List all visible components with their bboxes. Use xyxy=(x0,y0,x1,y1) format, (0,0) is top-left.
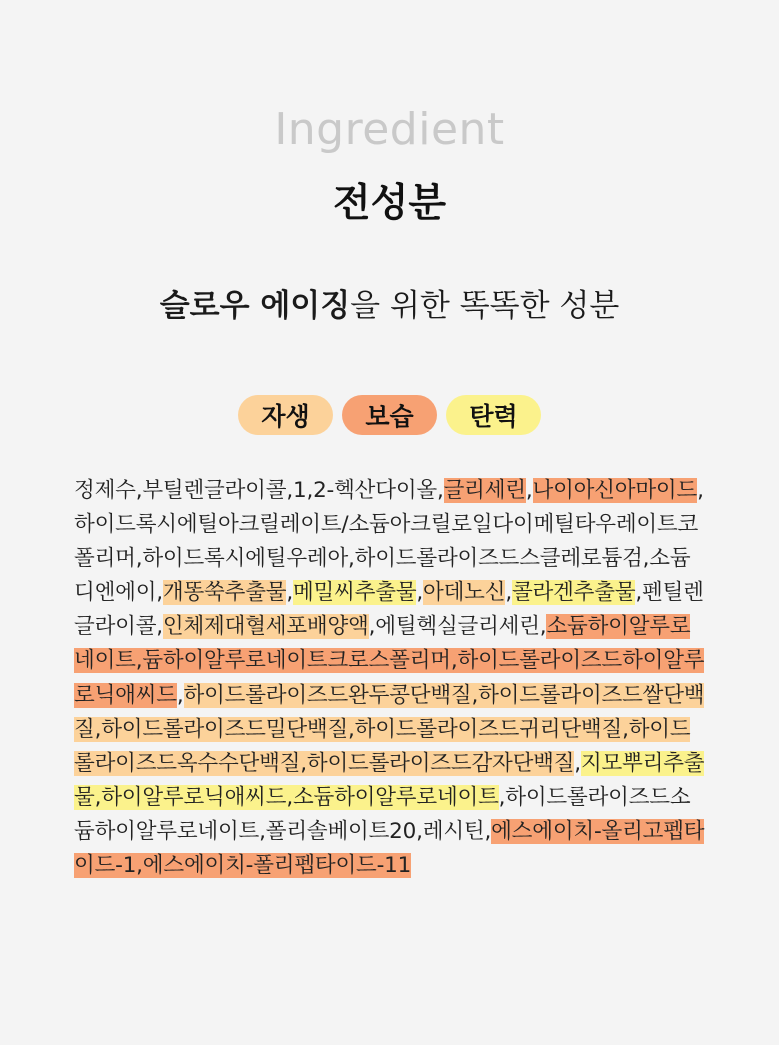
page-subtitle xyxy=(0,280,779,325)
page-title: 전성분 xyxy=(332,181,447,226)
ingredient-segment: 소듐하이알루로네이트,듐하이알루로네이트크로스폴리머,하이드롤라이즈드하이알루로닉애씨드 xyxy=(74,614,705,708)
ingredient-segment: , xyxy=(176,682,184,708)
badge-elasticity: 탄력 xyxy=(446,395,541,435)
badge-moisture: 보습 xyxy=(342,395,437,435)
ingredient-segment: 메밀씨추출물 xyxy=(292,580,417,606)
ingredient-segment: 콜라겐추출물 xyxy=(511,580,636,606)
ingredient-segment: ,에틸헥실글리세린, xyxy=(368,614,547,640)
ingredient-segment: 아데노신 xyxy=(423,580,506,606)
ingredient-segment: ,하이드롤라이즈드소듐하이알루로네이트,폴리솔베이트20,레시틴, xyxy=(74,784,691,844)
ingredient-list xyxy=(74,474,710,883)
ingredient-segment: 하이드롤라이즈드완두콩단백질,하이드롤라이즈드쌀단백질,하이드롤라이즈드밀단백질,하이드롤라이즈드귀리단백질,하이드롤라이즈드옥수수단백질,하이드롤라이즈드감자단백질 xyxy=(74,682,705,776)
ingredient-segment: , xyxy=(416,580,424,606)
ingredient-segment: , xyxy=(525,478,533,503)
ingredient-segment: 정제수,부틸렌글라이콜,1,2-헥산다이올, xyxy=(74,478,444,503)
section-eyebrow: Ingredient xyxy=(274,104,505,155)
category-badges xyxy=(0,395,779,435)
subtitle-emphasis: 슬로우 에이징 xyxy=(159,288,351,324)
badge-self-regeneration: 자생 xyxy=(238,395,333,435)
ingredient-segment: 글리세린 xyxy=(443,478,526,503)
ingredient-segment: , xyxy=(574,750,581,776)
ingredient-segment: 인체제대혈세포배양액 xyxy=(162,614,369,640)
ingredient-segment: 지모뿌리추출물,하이알루로닉애씨드,소듐하이알루로네이트 xyxy=(74,750,705,810)
ingredient-segment: 개똥쑥추출물 xyxy=(162,580,287,606)
ingredient-segment: , xyxy=(286,580,293,606)
ingredient-segment: 에스에이치-올리고펩타이드-1,에스에이치-폴리펩타이드-11 xyxy=(74,818,705,879)
ingredient-segment: ,하이드록시에틸아크릴레이트/소듐아크릴로일다이메틸타우레이트코폴리머,하이드록시에틸우레아,하이드롤라이즈드스클레로튬검,소듐디엔에이, xyxy=(74,478,704,606)
ingredient-segment: , xyxy=(505,580,512,606)
ingredient-segment: ,펜틸렌글라이콜, xyxy=(74,580,704,640)
subtitle-rest: 을 위한 똑똑한 성분 xyxy=(350,288,620,324)
ingredient-segment: 나이아신아마이드 xyxy=(532,478,698,503)
